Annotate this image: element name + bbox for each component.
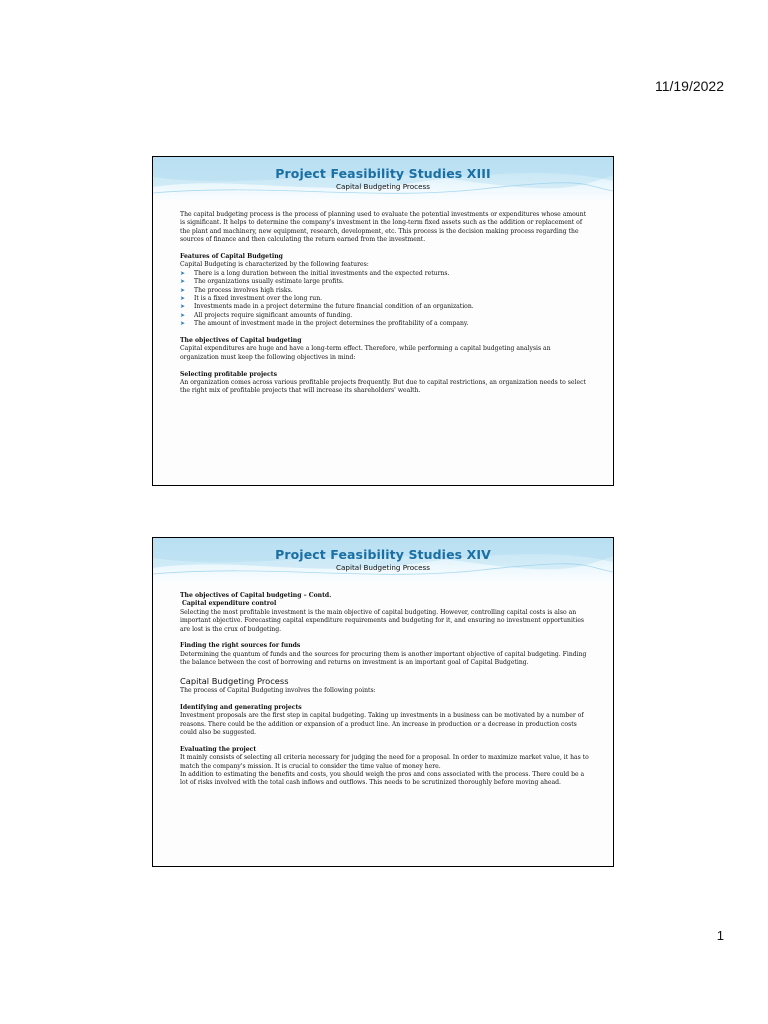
slide-header	[153, 157, 613, 203]
evaluate-text-2: In addition to estimating the benefits and costs, you should weigh the pros and cons associated with the process. There could be a lot of risks involved with the total cash inflows and outflows. This needs to be scrutinized thoroughly before moving ahead.	[180, 771, 585, 787]
process-heading: Capital Budgeting Process	[180, 676, 289, 687]
slide-subtitle: Capital Budgeting Process	[335, 563, 430, 572]
control-heading: Capital expenditure control	[182, 600, 277, 608]
bullet-arrow-icon: ➤	[180, 311, 186, 319]
intro-paragraph: The capital budgeting process is the process of planning used to evaluate the potential investments or expenditures whose amount is significant. It helps to determine the company's investment in the long-term fixed assets such as the addition or replacement of the plant and machinery, new equipment, research, development, etc. This process is the decision making process regarding the sources of finance and then calculating the return earned from the investment.	[180, 211, 587, 244]
slide-14	[152, 537, 614, 867]
slide-subtitle: Capital Budgeting Process	[335, 182, 430, 191]
identify-heading: Identifying and generating projects	[180, 703, 302, 711]
bullet-arrow-icon: ➤	[180, 278, 186, 286]
objectives-text: Capital expenditures are huge and have a long-term effect. Therefore, while performing a capital budgeting analysis an organization must keep the following objectives in mind:	[180, 345, 551, 361]
slide-13	[152, 156, 614, 486]
control-text: Selecting the most profitable investment is the main objective of capital budgeting. However, controlling capital costs is also an important objective. Forecasting capital expenditure requirements and budgeting for it, and ensuring no investment opportunities are lost is the crux of budgeting.	[180, 608, 585, 633]
slide-title: Project Feasibility Studies XIV	[275, 547, 491, 562]
feature-item: ➤ The organizations usually estimate large profits.	[180, 278, 344, 286]
bullet-arrow-icon: ➤	[180, 295, 186, 303]
sources-heading: Finding the right sources for funds	[180, 642, 301, 650]
evaluate-heading: Evaluating the project	[180, 745, 257, 753]
bullet-arrow-icon: ➤	[180, 269, 186, 277]
page-date: 11/19/2022	[654, 78, 724, 94]
objectives-contd-heading: The objectives of Capital budgeting – Contd.	[180, 592, 332, 599]
sources-text: Determining the quantum of funds and the sources for procuring them is another important objective of capital budgeting. Finding the balance between the cost of borrowing and returns on investment is an important goal of Capital Budgeting.	[180, 650, 587, 667]
evaluate-text: It mainly consists of selecting all criteria necessary for judging the need for a proposal. In order to maximize market value, it has to match the company's mission. It is crucial to consider the time value of money here.	[180, 754, 589, 770]
page-number: 1	[716, 928, 724, 943]
process-text: The process of Capital Budgeting involves the following points:	[180, 687, 376, 695]
bullet-arrow-icon: ➤	[180, 303, 186, 311]
bullet-arrow-icon: ➤	[180, 320, 186, 328]
feature-item: ➤ All projects require significant amounts of funding.	[180, 311, 353, 319]
identify-text: Investment proposals are the first step in capital budgeting. Taking up investments in a business can be motivated by a number of reasons. There could be the addition or expansion of a product line. An increase in production or a decrease in production costs could also be suggested.	[180, 712, 584, 737]
bullet-arrow-icon: ➤	[180, 286, 186, 294]
features-intro: Capital Budgeting is characterized by the following features:	[180, 261, 369, 269]
feature-item: ➤ It is a fixed investment over the long run.	[180, 295, 323, 303]
feature-item: ➤ There is a long duration between the initial investments and the expected returns.	[180, 269, 450, 277]
features-heading: Features of Capital Budgeting	[180, 253, 283, 261]
feature-item: ➤ The process involves high risks.	[180, 286, 293, 294]
feature-item: ➤ The amount of investment made in the project determines the profitability of a company.	[180, 320, 469, 328]
slide-header	[153, 538, 613, 584]
slide-body	[153, 584, 613, 788]
objectives-heading: The objectives of Capital budgeting	[180, 337, 302, 345]
features-list	[180, 270, 589, 329]
slide-title: Project Feasibility Studies XIII	[275, 166, 491, 181]
feature-item: ➤ Investments made in a project determine the future financial condition of an organization.	[180, 303, 474, 311]
selecting-text: An organization comes across various profitable projects frequently. But due to capital restrictions, an organization needs to select the right mix of profitable projects that will increase its shareholders' wealth.	[180, 379, 586, 395]
selecting-heading: Selecting profitable projects	[180, 370, 278, 378]
slide-body	[153, 203, 613, 396]
